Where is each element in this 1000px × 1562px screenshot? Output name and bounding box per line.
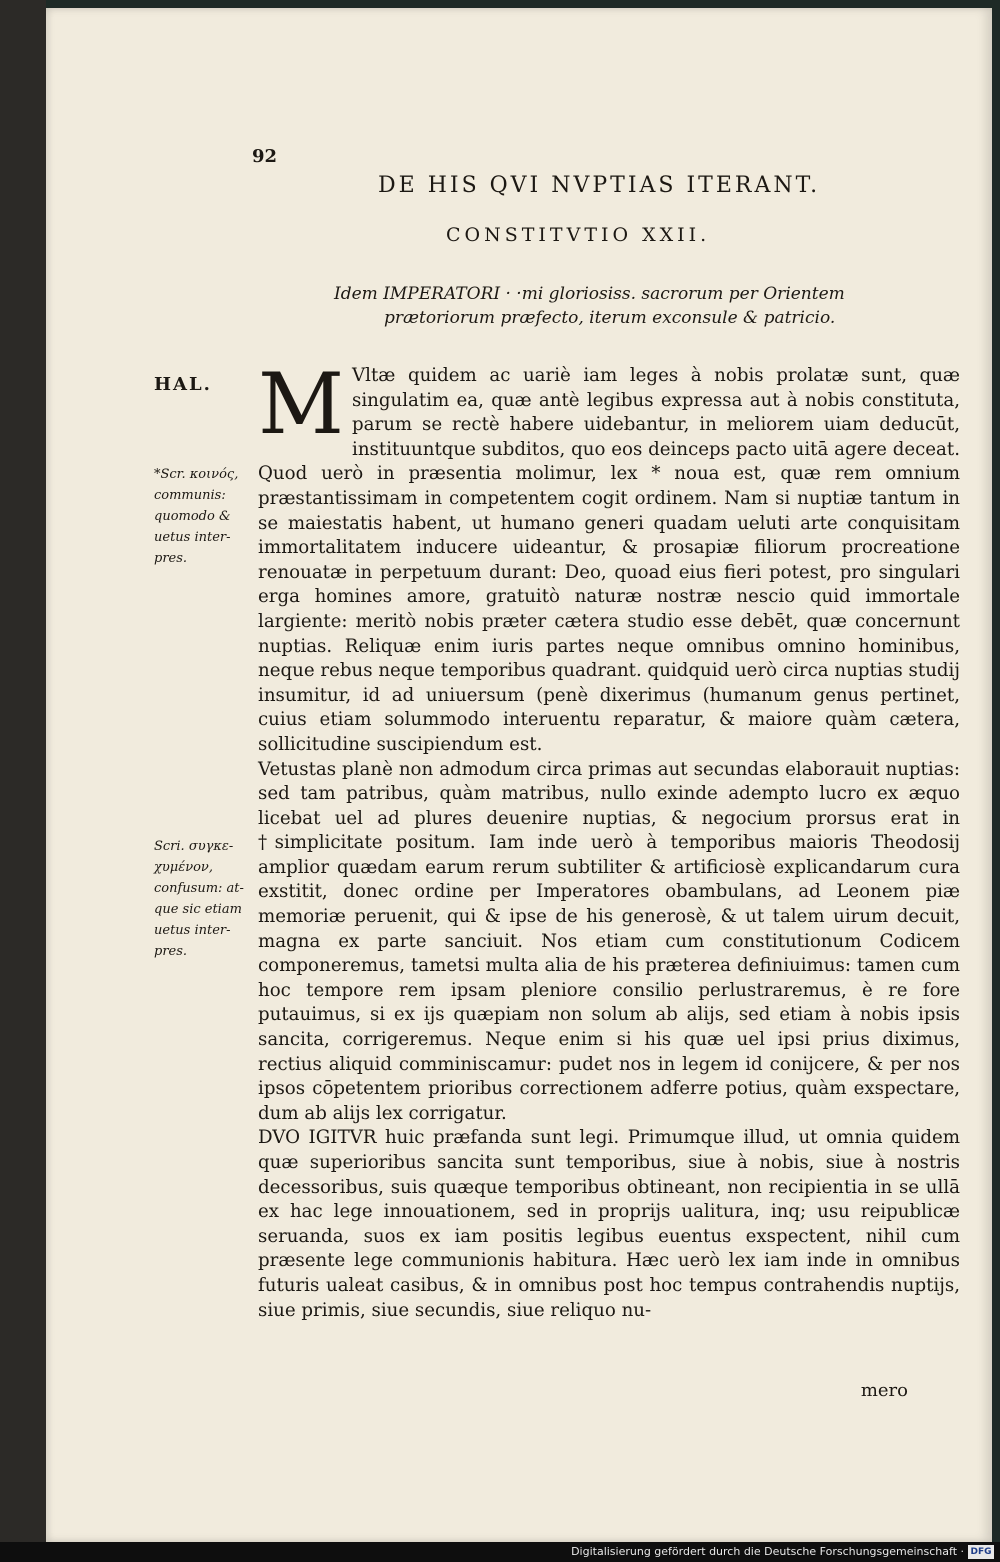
page-number: 92 — [252, 146, 278, 167]
catchword: mero — [860, 1380, 908, 1401]
paragraph-3: DVO IGITVR huic præfanda sunt legi. Primumque illud, ut omnia quidem quæ superioribus sancita sunt temporibus, siue à nobis, siue à nostris decessoribus, suis quæque temporibus obtineant, non recipientia in se ullā ex hac lege innouationem, sed in proprijs ualitura, inq; usu reipublicæ seruanda, suos ex iam positis legibus euentus exspectent, nihil cum præsente lege communionis habitura. Hæc uerò lex iam inde in omnibus futuris ualeat casibus, & in omnibus post hoc tempus contrahendis nuptijs, siue primis, siue secundis, siue reliquo nu- — [258, 1127, 960, 1321]
dfg-logo-icon: DFG — [968, 1545, 994, 1559]
constitution-heading: CONSTITVTIO XXII. — [446, 224, 711, 246]
margin-note-hal: HAL. — [154, 374, 212, 395]
body-text — [258, 355, 960, 1323]
drop-cap: M — [258, 355, 345, 453]
address-line-2: prætoriorum præfecto, iterum exconsule & patricio. — [384, 308, 836, 328]
paragraph-1: Vltæ quidem ac uariè iam leges à nobis prolatæ sunt, quæ singulatim ea, quæ antè legibus expressa aut à nobis constituta, parum se rectè habere uidebantur, in meliorem uiam deducūt, instituuntque subditos, quo eos deinceps pacto uitā agere deceat. Quod uerò in præsentia molimur, lex * noua est, quæ rem omnium præstantissimam in competentem cogit ordinem. Nam si nuptiæ tantum in se maiestatis habent, ut humano generi quadam ueluti arte conquisitam immortalitatem inducere uideantur, & prosapiæ filiorum procreatione renouatæ in perpetuum durant: Deo, quoad eius fieri potest, pro singulari erga homines amore, gratuitò naturæ nostræ nescio quid immortale largiente: meritò nobis præter cætera studio esse debēt, quæ concernunt nuptias. Reliquæ enim iuris partes neque omnibus omnino hominibus, neque rebus neque temporibus quadrant. quidquid uerò circa nuptias studij insumitur, id ad uniuersum (penè dixerimus (humanum genus pertinet, cuius etiam solummodo interuentu reparatur, & maiore quàm cætera, sollicitudine suscipiendum est. — [258, 365, 960, 755]
paragraph-2: Vetustas planè non admodum circa primas aut secundas elaborauit nuptias: sed tam patribus, quàm matribus, nullo exinde adempto lucro ex æquo licebat uel ad plures deuenire nuptias, & negocium prorsus erat in †simplicitate positum. Iam inde uerò à temporibus maioris Theodosij amplior quædam earum rerum subtiliter & artificiosè explicandarum cura exstitit, donec ordine per Imperatores obambulans, ad Leonem piæ memoriæ peruenit, qui & ipse de his generosè, & ut talem uirum decuit, magna ex parte sanciuit. Nos etiam cum constitutionum Codicem componeremus, tametsi multa alia de his præterea definiuimus: tamen cum hoc tempore rem ipsam pleniore consilio perlustraremus, è re fore putauimus, si ex ijs quæpiam non solum ab alijs, sed etiam à nobis ipsis sancita, corrigeremus. Neque enim si his quæ uel ipsi prius diximus, rectius aliquid comminiscamur: pudet nos in legem id conijcere, & per nos ipsos cōpetentem prioribus correctionem adferre potius, quàm exspectare, dum ab alijs lex corrigatur. — [258, 758, 960, 1124]
book-page — [46, 8, 992, 1542]
margin-note-1: *Scr. κοινός, communis: quomodo & uetus inter- pres. — [154, 467, 239, 566]
scanner-border-left — [0, 0, 46, 1562]
footer-credit: Digitalisierung gefördert durch die Deutsche Forschungsgemeinschaft · — [571, 1545, 964, 1558]
margin-note-2: Scri. συγκε- χυμένον, confusum: at- que sic etiam uetus inter- pres. — [154, 839, 244, 959]
running-head: DE HIS QVI NVPTIAS ITERANT. — [378, 173, 821, 198]
address-line-1: Idem IMPERATORI · ·mi gloriosiss. sacrorum per Orientem — [334, 284, 845, 304]
